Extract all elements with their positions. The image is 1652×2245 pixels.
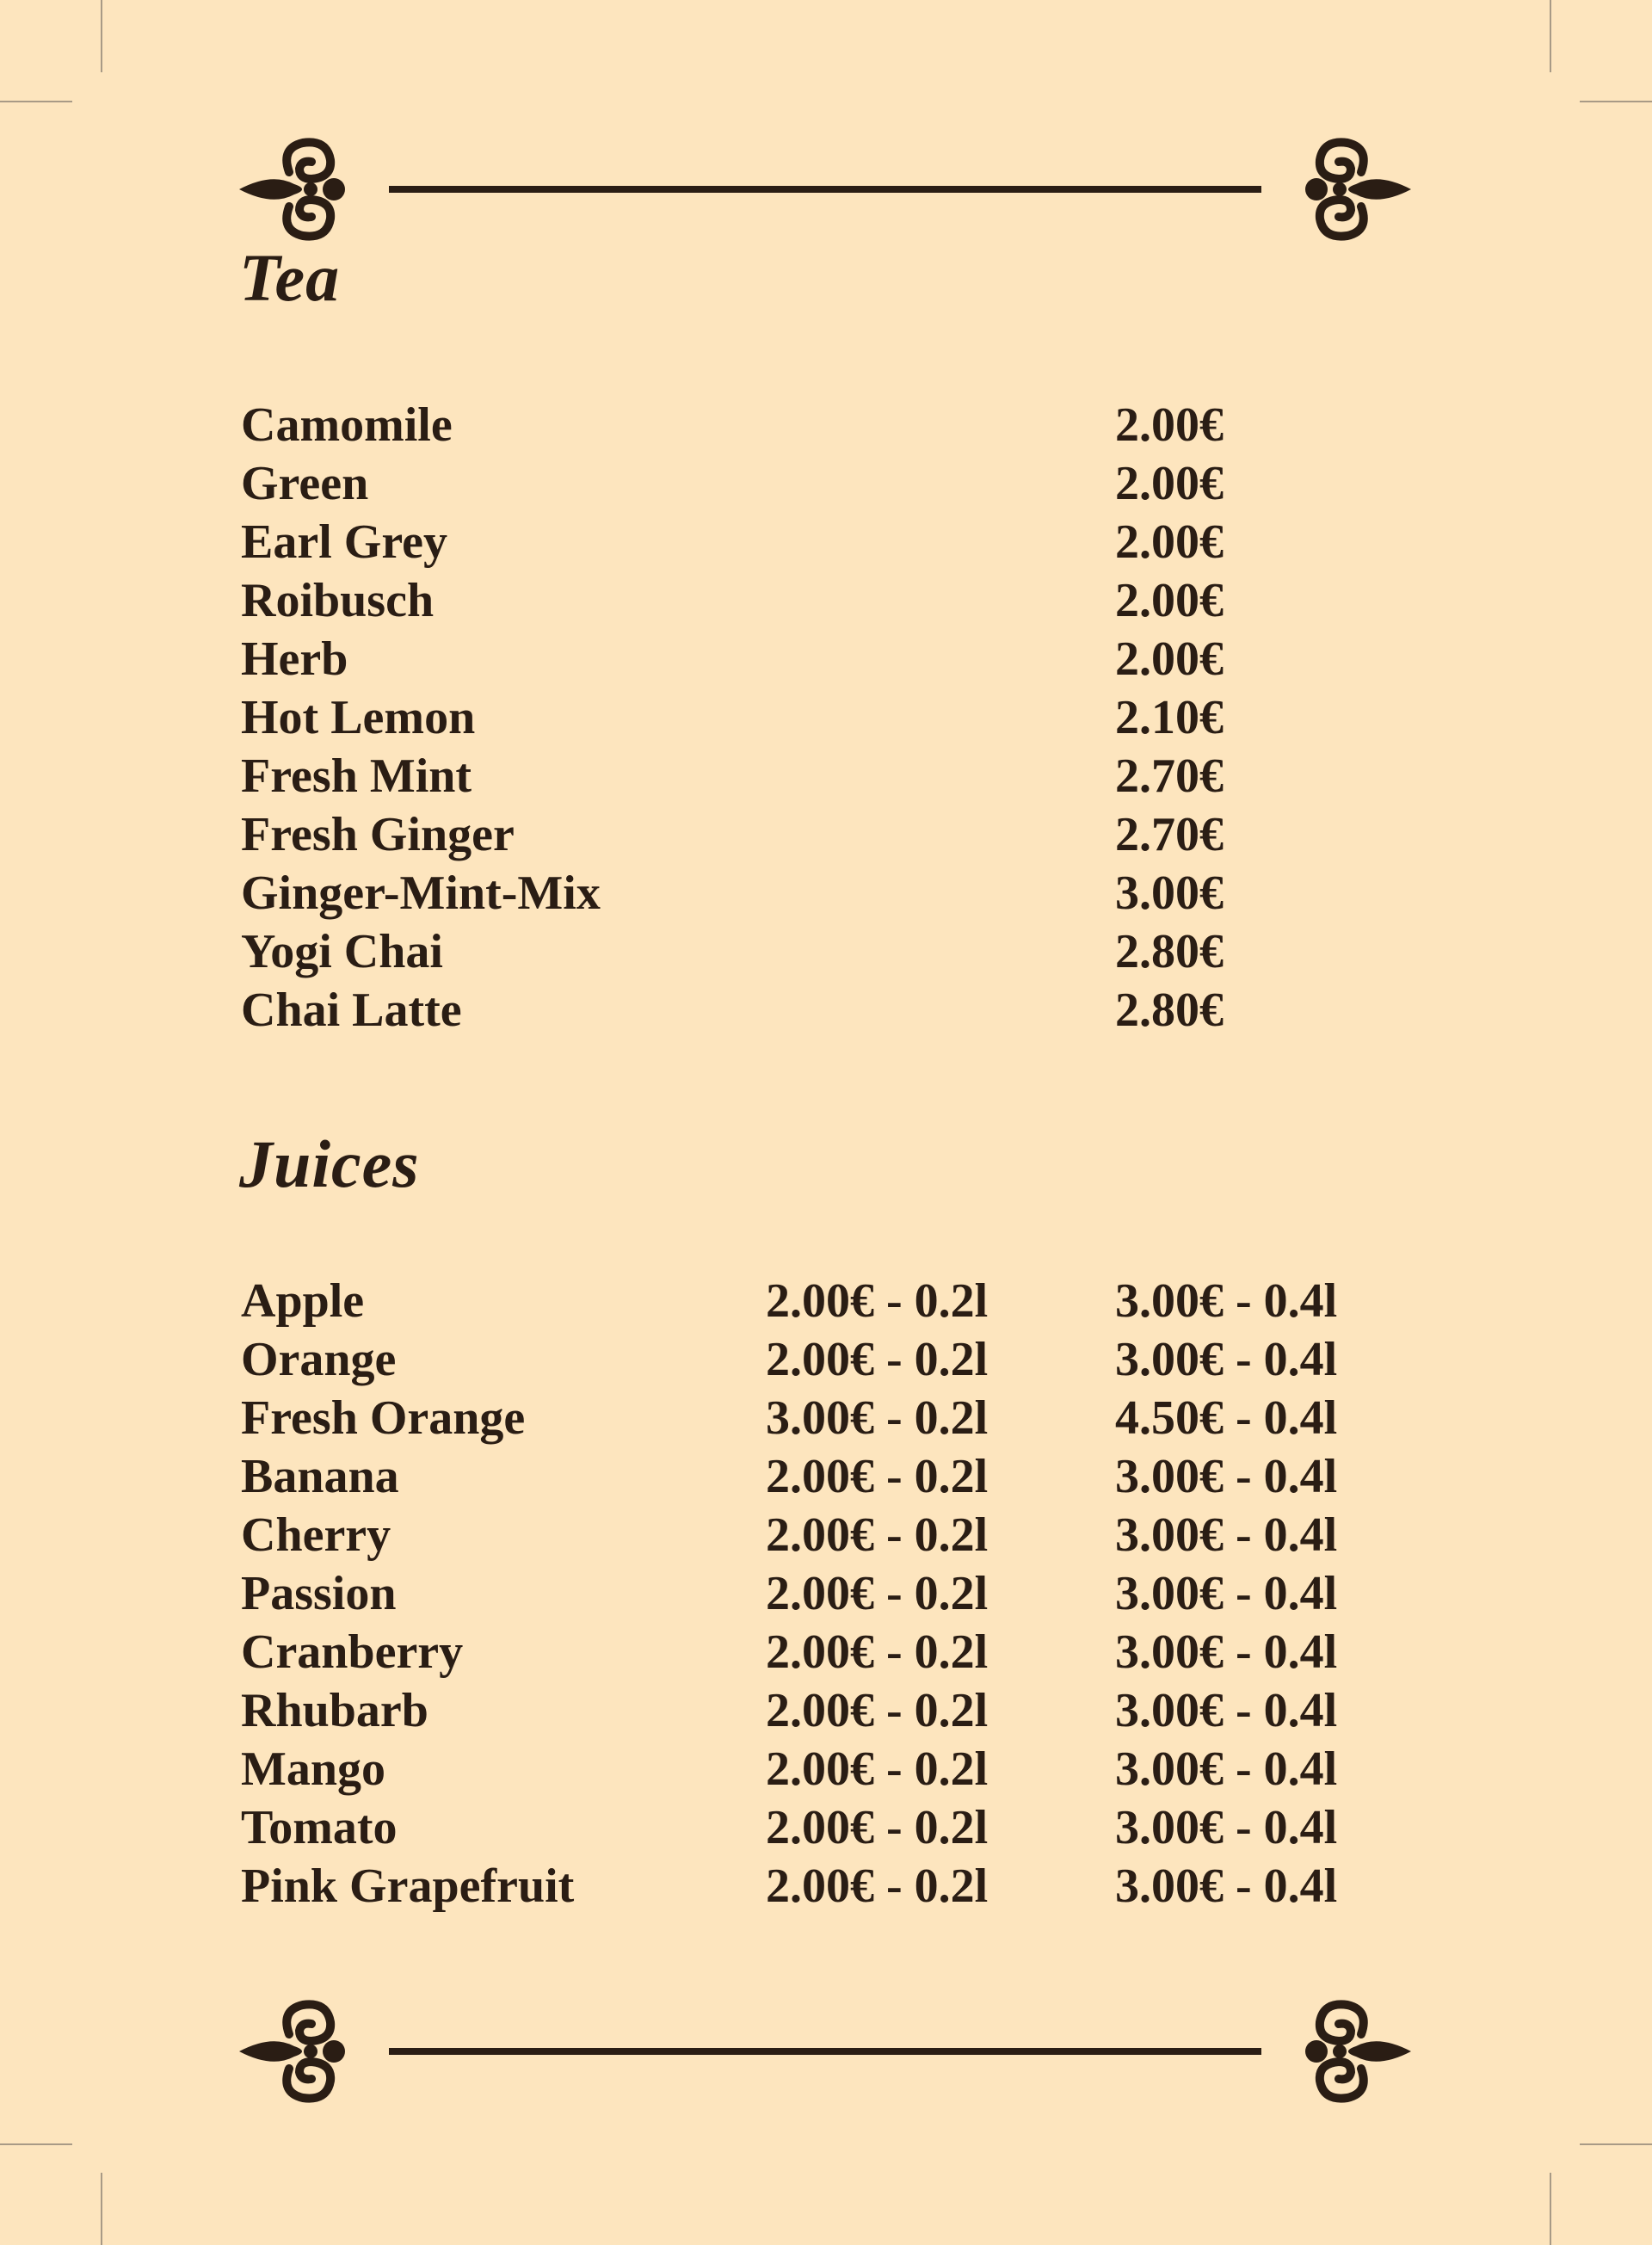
juice-small-price: 2.00€ - 0.2l bbox=[766, 1508, 989, 1562]
crop-mark bbox=[1550, 2173, 1551, 2245]
tea-item-price: 2.10€ bbox=[1115, 691, 1224, 744]
juice-item-row bbox=[241, 1681, 1446, 1740]
tea-item-name: Earl Grey bbox=[241, 515, 448, 569]
crop-mark bbox=[101, 0, 102, 72]
juice-item-name: Pink Grapefruit bbox=[241, 1860, 575, 1913]
juice-large-price: 4.50€ - 0.4l bbox=[1115, 1391, 1338, 1445]
juice-item-name: Apple bbox=[241, 1274, 365, 1328]
tea-item-row bbox=[241, 688, 1446, 747]
juice-small-price: 2.00€ - 0.2l bbox=[766, 1801, 989, 1854]
juice-small-price: 2.00€ - 0.2l bbox=[766, 1742, 989, 1796]
tea-item-price: 2.80€ bbox=[1115, 925, 1224, 978]
tea-item-name: Roibusch bbox=[241, 574, 435, 627]
juices-section-title: Juices bbox=[239, 1126, 420, 1201]
crop-mark bbox=[1550, 0, 1551, 72]
tea-item-row bbox=[241, 396, 1446, 454]
juice-item-name: Mango bbox=[241, 1742, 385, 1796]
juice-item-name: Tomato bbox=[241, 1801, 398, 1854]
juice-small-price: 2.00€ - 0.2l bbox=[766, 1333, 989, 1386]
tea-item-name: Ginger-Mint-Mix bbox=[241, 867, 601, 920]
juice-large-price: 3.00€ - 0.4l bbox=[1115, 1860, 1338, 1913]
tea-item-price: 2.00€ bbox=[1115, 398, 1224, 452]
tea-item-price: 2.00€ bbox=[1115, 515, 1224, 569]
juice-item-name: Banana bbox=[241, 1450, 399, 1503]
tea-item-row bbox=[241, 571, 1446, 630]
tea-item-row bbox=[241, 513, 1446, 571]
juice-small-price: 2.00€ - 0.2l bbox=[766, 1625, 989, 1679]
juice-small-price: 2.00€ - 0.2l bbox=[766, 1274, 989, 1328]
juice-small-price: 2.00€ - 0.2l bbox=[766, 1860, 989, 1913]
tea-item-name: Hot Lemon bbox=[241, 691, 476, 744]
juice-large-price: 3.00€ - 0.4l bbox=[1115, 1450, 1338, 1503]
juice-large-price: 3.00€ - 0.4l bbox=[1115, 1508, 1338, 1562]
juice-small-price: 3.00€ - 0.2l bbox=[766, 1391, 989, 1445]
juice-item-row bbox=[241, 1857, 1446, 1915]
juice-large-price: 3.00€ - 0.4l bbox=[1115, 1333, 1338, 1386]
juice-large-price: 3.00€ - 0.4l bbox=[1115, 1684, 1338, 1737]
tea-item-row bbox=[241, 747, 1446, 805]
crop-mark bbox=[1580, 101, 1652, 102]
tea-item-name: Fresh Ginger bbox=[241, 808, 515, 861]
crop-mark bbox=[0, 101, 72, 102]
juice-item-row bbox=[241, 1506, 1446, 1564]
juice-large-price: 3.00€ - 0.4l bbox=[1115, 1567, 1338, 1620]
juice-small-price: 2.00€ - 0.2l bbox=[766, 1567, 989, 1620]
juice-item-row bbox=[241, 1330, 1446, 1389]
juice-small-price: 2.00€ - 0.2l bbox=[766, 1450, 989, 1503]
tea-item-name: Herb bbox=[241, 632, 348, 686]
top-ornament-divider-icon bbox=[237, 136, 1413, 243]
crop-mark bbox=[0, 2143, 72, 2145]
tea-item-name: Green bbox=[241, 457, 369, 510]
juice-item-row bbox=[241, 1447, 1446, 1506]
tea-item-price: 3.00€ bbox=[1115, 867, 1224, 920]
tea-item-row bbox=[241, 454, 1446, 513]
juice-item-row bbox=[241, 1389, 1446, 1447]
tea-item-price: 2.70€ bbox=[1115, 749, 1224, 803]
juice-large-price: 3.00€ - 0.4l bbox=[1115, 1801, 1338, 1854]
tea-item-price: 2.00€ bbox=[1115, 632, 1224, 686]
tea-item-row bbox=[241, 981, 1446, 1039]
juice-item-name: Cranberry bbox=[241, 1625, 464, 1679]
tea-item-name: Yogi Chai bbox=[241, 925, 443, 978]
tea-item-row bbox=[241, 864, 1446, 922]
crop-mark bbox=[1580, 2143, 1652, 2145]
juice-item-row bbox=[241, 1798, 1446, 1857]
tea-item-row bbox=[241, 805, 1446, 864]
bottom-ornament-divider-icon bbox=[237, 1998, 1413, 2105]
tea-item-price: 2.00€ bbox=[1115, 457, 1224, 510]
tea-price-list bbox=[241, 396, 1446, 1039]
tea-item-row bbox=[241, 922, 1446, 981]
tea-item-row bbox=[241, 630, 1446, 688]
tea-section-title: Tea bbox=[239, 240, 341, 315]
tea-item-price: 2.70€ bbox=[1115, 808, 1224, 861]
juice-item-name: Cherry bbox=[241, 1508, 391, 1562]
tea-item-price: 2.00€ bbox=[1115, 574, 1224, 627]
juice-item-row bbox=[241, 1272, 1446, 1330]
juice-item-row bbox=[241, 1623, 1446, 1681]
juice-item-name: Fresh Orange bbox=[241, 1391, 526, 1445]
juices-price-list bbox=[241, 1272, 1446, 1915]
crop-mark bbox=[101, 2173, 102, 2245]
juice-item-row bbox=[241, 1740, 1446, 1798]
juice-item-name: Passion bbox=[241, 1567, 397, 1620]
tea-item-price: 2.80€ bbox=[1115, 984, 1224, 1037]
juice-small-price: 2.00€ - 0.2l bbox=[766, 1684, 989, 1737]
juice-item-row bbox=[241, 1564, 1446, 1623]
juice-large-price: 3.00€ - 0.4l bbox=[1115, 1625, 1338, 1679]
juice-item-name: Rhubarb bbox=[241, 1684, 428, 1737]
juice-large-price: 3.00€ - 0.4l bbox=[1115, 1274, 1338, 1328]
tea-item-name: Camomile bbox=[241, 398, 453, 452]
juice-large-price: 3.00€ - 0.4l bbox=[1115, 1742, 1338, 1796]
tea-item-name: Fresh Mint bbox=[241, 749, 472, 803]
juice-item-name: Orange bbox=[241, 1333, 397, 1386]
tea-item-name: Chai Latte bbox=[241, 984, 462, 1037]
